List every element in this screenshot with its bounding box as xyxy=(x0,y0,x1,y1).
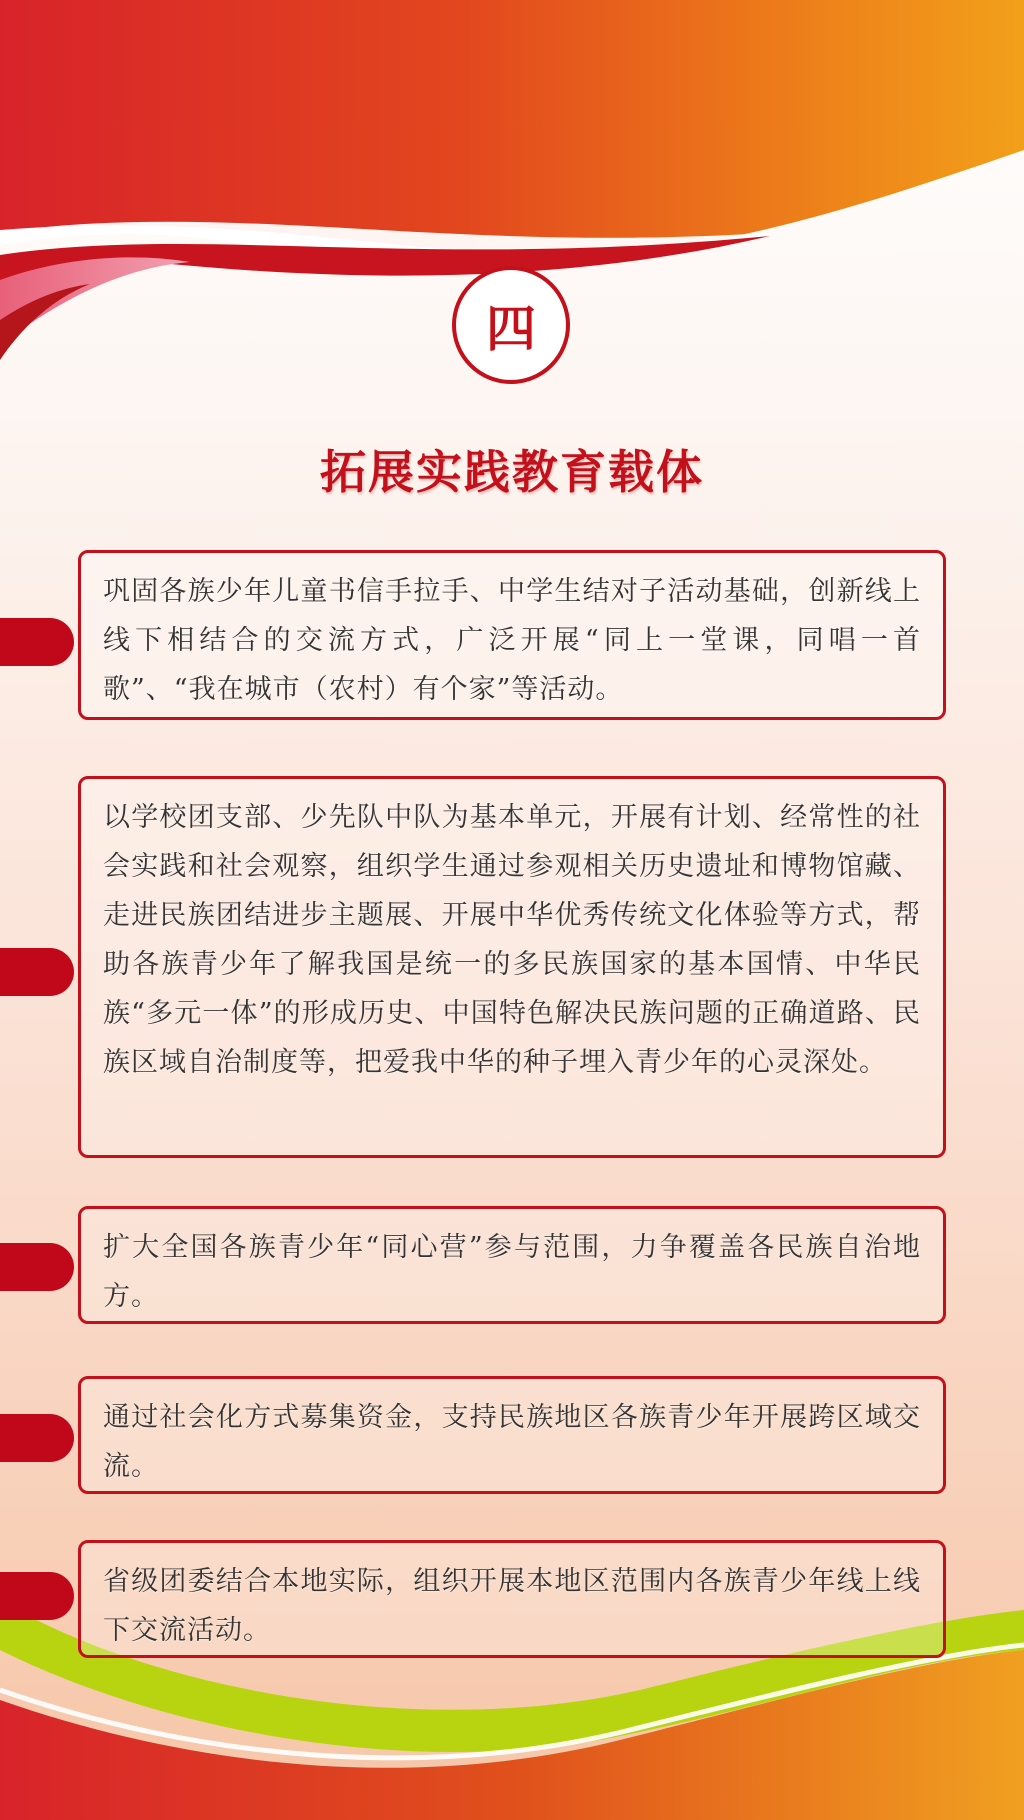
item-card-2: 以学校团支部、少先队中队为基本单元，开展有计划、经常性的社会实践和社会观察，组织学生通过参观相关历史遗址和博物馆藏、走进民族团结进步主题展、开展中华优秀传统文化体验等方式，帮助各族青少年了解我国是统一的多民族国家的基本国情、中华民族“多元一体”的形成历史、中国特色解决民族问题的正确道路、民族区域自治制度等，把爱我中华的种子埋入青少年的心灵深处。 xyxy=(78,776,946,1158)
item-bullet-4 xyxy=(0,1414,74,1462)
item-bullet-5 xyxy=(0,1572,74,1620)
item-card-4: 通过社会化方式募集资金，支持民族地区各族青少年开展跨区域交流。 xyxy=(78,1376,946,1494)
item-card-3: 扩大全国各族青少年“同心营”参与范围，力争覆盖各民族自治地方。 xyxy=(78,1206,946,1324)
item-bullet-3 xyxy=(0,1243,74,1291)
item-card-1: 巩固各族少年儿童书信手拉手、中学生结对子活动基础，创新线上线下相结合的交流方式，广泛开展“同上一堂课，同唱一首歌”、“我在城市（农村）有个家”等活动。 xyxy=(78,550,946,720)
item-bullet-2 xyxy=(0,948,74,996)
top-wave xyxy=(0,0,1024,256)
section-title: 拓展实践教育载体 xyxy=(320,445,704,499)
item-bullet-1 xyxy=(0,618,74,666)
item-card-5: 省级团委结合本地实际，组织开展本地区范围内各族青少年线上线下交流活动。 xyxy=(78,1540,946,1658)
section-number-badge: 四 xyxy=(452,266,570,384)
